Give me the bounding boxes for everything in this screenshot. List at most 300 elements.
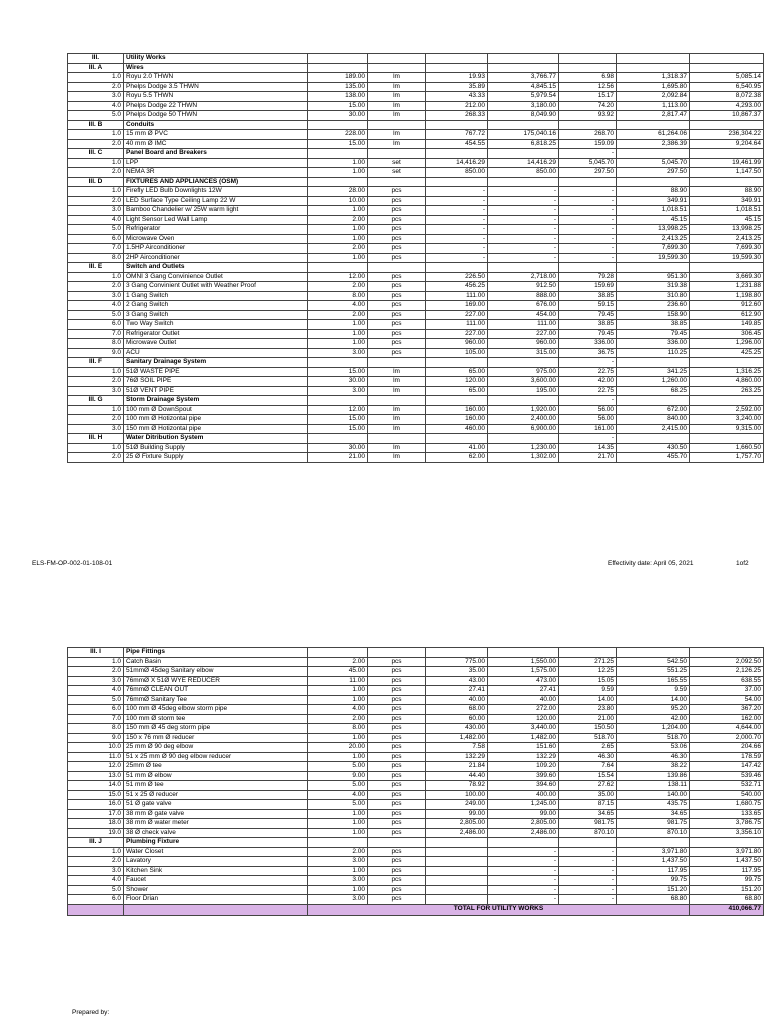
unit-cell: lm <box>368 367 426 377</box>
material-unit-cost-cell: 60.00 <box>426 714 488 724</box>
material-unit-cost-cell <box>426 885 488 895</box>
page-number: 1of2 <box>736 560 749 567</box>
quantity-cell <box>308 149 368 159</box>
line-item-row <box>68 667 764 677</box>
material-total-cell: 975.00 <box>488 367 559 377</box>
material-unit-cost-cell <box>426 54 488 64</box>
material-total-cell <box>488 358 559 368</box>
labor-unit-cost-cell: 79.28 <box>559 272 617 282</box>
material-total-cell <box>488 54 559 64</box>
quantity-cell: 8.00 <box>308 724 368 734</box>
material-unit-cost-cell: 99.00 <box>426 809 488 819</box>
material-total-cell: 454.00 <box>488 310 559 320</box>
labor-unit-cost-cell: - <box>559 149 617 159</box>
code-cell: 11.0 <box>68 752 124 762</box>
code-cell: III. B <box>68 120 124 130</box>
line-item-row <box>68 73 764 83</box>
total-cost-cell: 204.66 <box>690 743 764 753</box>
line-item-row <box>68 92 764 102</box>
labor-unit-cost-cell: 297.50 <box>559 168 617 178</box>
total-cost-cell: 4,293.00 <box>690 101 764 111</box>
material-total-cell: - <box>488 847 559 857</box>
line-item-row <box>68 847 764 857</box>
code-cell: 16.0 <box>68 800 124 810</box>
material-unit-cost-cell <box>426 838 488 848</box>
quantity-cell <box>308 263 368 273</box>
unit-cell: pcs <box>368 339 426 349</box>
total-cost-cell: 1,316.25 <box>690 367 764 377</box>
unit-cell: lm <box>368 424 426 434</box>
total-value: 410,066.77 <box>690 904 764 915</box>
quantity-cell: 1.00 <box>308 339 368 349</box>
labor-unit-cost-cell: 336.00 <box>559 339 617 349</box>
line-item-row <box>68 339 764 349</box>
labor-total-cell <box>617 838 690 848</box>
description-cell: Light Sensor Led Wall Lamp <box>124 215 308 225</box>
code-cell: 18.0 <box>68 819 124 829</box>
line-item-row <box>68 762 764 772</box>
labor-unit-cost-cell: - <box>559 857 617 867</box>
labor-total-cell: 518.70 <box>617 733 690 743</box>
labor-total-cell <box>617 63 690 73</box>
labor-unit-cost-cell: 12.56 <box>559 82 617 92</box>
quantity-cell: 138.00 <box>308 92 368 102</box>
labor-unit-cost-cell: 7.64 <box>559 762 617 772</box>
code-cell: 4.0 <box>68 301 124 311</box>
code-cell: III. G <box>68 396 124 406</box>
material-unit-cost-cell: 111.00 <box>426 291 488 301</box>
total-cost-cell: 151.20 <box>690 885 764 895</box>
material-total-cell: 3,766.77 <box>488 73 559 83</box>
total-cost-cell: 1,296.00 <box>690 339 764 349</box>
labor-total-cell: 1,437.50 <box>617 857 690 867</box>
description-cell: 38 mm Ø water meter <box>124 819 308 829</box>
labor-total-cell <box>617 263 690 273</box>
material-total-cell <box>488 396 559 406</box>
total-cost-cell: 88.90 <box>690 187 764 197</box>
quantity-cell: 1.00 <box>308 866 368 876</box>
material-unit-cost-cell: 78.92 <box>426 781 488 791</box>
material-total-cell: 1,245.00 <box>488 800 559 810</box>
unit-cell: lm <box>368 73 426 83</box>
labor-unit-cost-cell: 38.85 <box>559 291 617 301</box>
total-cost-cell <box>690 396 764 406</box>
labor-total-cell: 139.86 <box>617 771 690 781</box>
code-cell: 3.0 <box>68 92 124 102</box>
line-item-row <box>68 724 764 734</box>
total-cost-cell <box>690 358 764 368</box>
code-cell: III. I <box>68 648 124 658</box>
unit-cell <box>368 648 426 658</box>
material-unit-cost-cell <box>426 396 488 406</box>
description-cell: 51 Ø gate valve <box>124 800 308 810</box>
line-item-row <box>68 405 764 415</box>
quantity-cell: 12.00 <box>308 405 368 415</box>
line-item-row <box>68 424 764 434</box>
material-total-cell <box>488 434 559 444</box>
line-item-row <box>68 657 764 667</box>
labor-total-cell: 140.00 <box>617 790 690 800</box>
material-unit-cost-cell: 268.33 <box>426 111 488 121</box>
utility-works-table-page1 <box>67 53 764 463</box>
total-cost-cell: 540.00 <box>690 790 764 800</box>
code-cell: 12.0 <box>68 762 124 772</box>
unit-cell <box>368 54 426 64</box>
labor-unit-cost-cell: 34.65 <box>559 809 617 819</box>
unit-cell: pcs <box>368 282 426 292</box>
labor-total-cell: 551.25 <box>617 667 690 677</box>
labor-total-cell: 455.70 <box>617 453 690 463</box>
quantity-cell: 15.00 <box>308 415 368 425</box>
description-cell: 51Ø Building Supply <box>124 443 308 453</box>
material-unit-cost-cell: - <box>426 187 488 197</box>
description-cell: 100 mm Ø 45deg elbow storm pipe <box>124 705 308 715</box>
material-unit-cost-cell: - <box>426 253 488 263</box>
material-unit-cost-cell: 160.00 <box>426 415 488 425</box>
material-unit-cost-cell: 43.00 <box>426 676 488 686</box>
total-cost-cell: 306.45 <box>690 329 764 339</box>
quantity-cell: 3.00 <box>308 386 368 396</box>
quantity-cell: 1.00 <box>308 695 368 705</box>
code-cell: 1.0 <box>68 158 124 168</box>
material-unit-cost-cell: 14,416.29 <box>426 158 488 168</box>
quantity-cell: 1.00 <box>308 809 368 819</box>
description-cell: Microwave Oven <box>124 234 308 244</box>
section-header-row <box>68 177 764 187</box>
line-item-row <box>68 130 764 140</box>
material-total-cell: 120.00 <box>488 714 559 724</box>
material-total-cell: 912.50 <box>488 282 559 292</box>
code-cell: 8.0 <box>68 253 124 263</box>
description-cell: Firefly LED Bulb Downlights 12W <box>124 187 308 197</box>
quantity-cell: 1.00 <box>308 329 368 339</box>
unit-cell: pcs <box>368 686 426 696</box>
total-cost-cell <box>690 648 764 658</box>
unit-cell: pcs <box>368 790 426 800</box>
material-unit-cost-cell: - <box>426 206 488 216</box>
description-cell: FIXTURES AND APPLIANCES (OSM) <box>124 177 308 187</box>
description-cell: 51 x 25 mm Ø 90 deg elbow reducer <box>124 752 308 762</box>
labor-unit-cost-cell: 79.45 <box>559 310 617 320</box>
code-cell: 2.0 <box>68 168 124 178</box>
labor-total-cell: 19,599.30 <box>617 253 690 263</box>
material-unit-cost-cell <box>426 358 488 368</box>
labor-total-cell: 95.20 <box>617 705 690 715</box>
code-cell: III. <box>68 54 124 64</box>
material-unit-cost-cell: 1,482.00 <box>426 733 488 743</box>
line-item-row <box>68 291 764 301</box>
description-cell: 51 mm Ø elbow <box>124 771 308 781</box>
quantity-cell: 1.00 <box>308 234 368 244</box>
quantity-cell: 4.00 <box>308 790 368 800</box>
material-unit-cost-cell: 212.00 <box>426 101 488 111</box>
labor-unit-cost-cell: 27.62 <box>559 781 617 791</box>
unit-cell: lm <box>368 386 426 396</box>
quantity-cell: 3.00 <box>308 857 368 867</box>
material-unit-cost-cell: 430.00 <box>426 724 488 734</box>
material-unit-cost-cell: 2,486.00 <box>426 828 488 838</box>
description-cell: 40 mm Ø IMC <box>124 139 308 149</box>
material-total-cell: 6,818.25 <box>488 139 559 149</box>
labor-total-cell: 79.45 <box>617 329 690 339</box>
quantity-cell: 9.00 <box>308 771 368 781</box>
labor-unit-cost-cell: 42.00 <box>559 377 617 387</box>
code-cell: 4.0 <box>68 686 124 696</box>
line-item-row <box>68 790 764 800</box>
labor-unit-cost-cell <box>559 648 617 658</box>
unit-cell <box>368 120 426 130</box>
material-unit-cost-cell: 41.00 <box>426 443 488 453</box>
labor-unit-cost-cell: 35.00 <box>559 790 617 800</box>
unit-cell: pcs <box>368 291 426 301</box>
unit-cell: pcs <box>368 752 426 762</box>
description-cell: Royu 5.5 THWN <box>124 92 308 102</box>
unit-cell: pcs <box>368 847 426 857</box>
description-cell: 51Ø WASTE PIPE <box>124 367 308 377</box>
material-unit-cost-cell: - <box>426 215 488 225</box>
total-cost-cell: 4,644.00 <box>690 724 764 734</box>
unit-cell: pcs <box>368 272 426 282</box>
unit-cell: pcs <box>368 895 426 905</box>
quantity-cell <box>308 396 368 406</box>
total-cost-cell: 3,240.00 <box>690 415 764 425</box>
quantity-cell: 3.00 <box>308 876 368 886</box>
description-cell: Phelps Dodge 22 THWN <box>124 101 308 111</box>
unit-cell: pcs <box>368 310 426 320</box>
total-cost-cell: 236,304.22 <box>690 130 764 140</box>
material-total-cell: 1,230.00 <box>488 443 559 453</box>
quantity-cell: 45.00 <box>308 667 368 677</box>
labor-unit-cost-cell: 22.75 <box>559 367 617 377</box>
quantity-cell: 11.00 <box>308 676 368 686</box>
labor-total-cell: 9.59 <box>617 686 690 696</box>
line-item-row <box>68 320 764 330</box>
unit-cell: pcs <box>368 857 426 867</box>
code-cell: 2.0 <box>68 415 124 425</box>
labor-unit-cost-cell: 87.15 <box>559 800 617 810</box>
utility-works-table-page2 <box>67 647 764 916</box>
code-cell: 5.0 <box>68 310 124 320</box>
unit-cell: lm <box>368 405 426 415</box>
material-unit-cost-cell: - <box>426 196 488 206</box>
quantity-cell: 15.00 <box>308 424 368 434</box>
total-cost-cell: 3,356.10 <box>690 828 764 838</box>
material-total-cell <box>488 177 559 187</box>
line-item-row <box>68 377 764 387</box>
description-cell: 3 Gang Switch <box>124 310 308 320</box>
section-header-row <box>68 396 764 406</box>
code-cell: 1.0 <box>68 73 124 83</box>
labor-unit-cost-cell: - <box>559 396 617 406</box>
material-unit-cost-cell: 35.89 <box>426 82 488 92</box>
labor-total-cell <box>617 149 690 159</box>
labor-unit-cost-cell <box>559 63 617 73</box>
unit-cell: lm <box>368 111 426 121</box>
description-cell: 2HP Airconditioner <box>124 253 308 263</box>
labor-total-cell <box>617 648 690 658</box>
labor-total-cell: 68.25 <box>617 386 690 396</box>
prepared-by-label: Prepared by: <box>72 1009 110 1016</box>
quantity-cell <box>308 648 368 658</box>
total-cost-cell: 1,198.80 <box>690 291 764 301</box>
section-header-row <box>68 434 764 444</box>
description-cell: 51Ø VENT PIPE <box>124 386 308 396</box>
quantity-cell: 1.00 <box>308 320 368 330</box>
code-cell: 13.0 <box>68 771 124 781</box>
labor-unit-cost-cell: 2.65 <box>559 743 617 753</box>
code-cell: 3.0 <box>68 676 124 686</box>
quantity-cell: 2.00 <box>308 310 368 320</box>
total-cost-cell: 117.95 <box>690 866 764 876</box>
description-cell: 76mmØ X 51Ø WYE REDUCER <box>124 676 308 686</box>
code-cell: III. J <box>68 838 124 848</box>
description-cell: Catch Basin <box>124 657 308 667</box>
labor-unit-cost-cell: 59.15 <box>559 301 617 311</box>
material-total-cell: - <box>488 885 559 895</box>
total-cost-cell: 367.20 <box>690 705 764 715</box>
quantity-cell: 1.00 <box>308 686 368 696</box>
material-total-cell: 1,920.00 <box>488 405 559 415</box>
description-cell: Storm Drainage System <box>124 396 308 406</box>
material-total-cell: 315.00 <box>488 348 559 358</box>
labor-total-cell: 981.75 <box>617 819 690 829</box>
unit-cell: pcs <box>368 876 426 886</box>
material-total-cell: 1,482.00 <box>488 733 559 743</box>
total-cost-cell: 147.42 <box>690 762 764 772</box>
labor-total-cell <box>617 396 690 406</box>
code-cell: III. H <box>68 434 124 444</box>
total-cost-cell: 133.65 <box>690 809 764 819</box>
total-cost-cell <box>690 177 764 187</box>
code-cell: 1.0 <box>68 443 124 453</box>
unit-cell: pcs <box>368 253 426 263</box>
code-cell: 1.0 <box>68 272 124 282</box>
material-total-cell: 850.00 <box>488 168 559 178</box>
quantity-cell: 2.00 <box>308 847 368 857</box>
labor-total-cell: 46.30 <box>617 752 690 762</box>
unit-cell: pcs <box>368 695 426 705</box>
description-cell: ACU <box>124 348 308 358</box>
code-cell: 19.0 <box>68 828 124 838</box>
line-item-row <box>68 386 764 396</box>
labor-total-cell: 435.75 <box>617 800 690 810</box>
material-unit-cost-cell: 456.25 <box>426 282 488 292</box>
labor-total-cell: 68.80 <box>617 895 690 905</box>
total-cost-cell <box>690 434 764 444</box>
material-unit-cost-cell <box>426 434 488 444</box>
material-unit-cost-cell: 454.55 <box>426 139 488 149</box>
material-total-cell: 400.00 <box>488 790 559 800</box>
total-cost-cell: 2,126.25 <box>690 667 764 677</box>
unit-cell: lm <box>368 130 426 140</box>
labor-total-cell: 672.00 <box>617 405 690 415</box>
quantity-cell: 15.00 <box>308 139 368 149</box>
line-item-row <box>68 282 764 292</box>
labor-total-cell: 1,695.80 <box>617 82 690 92</box>
material-unit-cost-cell <box>426 876 488 886</box>
unit-cell: pcs <box>368 743 426 753</box>
unit-cell: set <box>368 158 426 168</box>
code-cell: 8.0 <box>68 339 124 349</box>
quantity-cell: 3.00 <box>308 895 368 905</box>
code-cell: 4.0 <box>68 101 124 111</box>
quantity-cell: 2.00 <box>308 215 368 225</box>
total-cost-cell: 4,860.00 <box>690 377 764 387</box>
description-cell: Faucet <box>124 876 308 886</box>
labor-total-cell: 13,998.25 <box>617 225 690 235</box>
labor-total-cell: 951.30 <box>617 272 690 282</box>
code-cell: 3.0 <box>68 386 124 396</box>
labor-unit-cost-cell: - <box>559 876 617 886</box>
unit-cell: lm <box>368 139 426 149</box>
material-total-cell <box>488 648 559 658</box>
description-cell: Pipe Fittings <box>124 648 308 658</box>
labor-total-cell: 2,415.00 <box>617 424 690 434</box>
material-unit-cost-cell <box>426 120 488 130</box>
material-total-cell: 99.00 <box>488 809 559 819</box>
material-total-cell: 27.41 <box>488 686 559 696</box>
labor-total-cell: 151.20 <box>617 885 690 895</box>
material-unit-cost-cell: 227.00 <box>426 310 488 320</box>
material-unit-cost-cell: 132.29 <box>426 752 488 762</box>
material-total-cell: 1,302.00 <box>488 453 559 463</box>
unit-cell: lm <box>368 443 426 453</box>
description-cell: Phelps Dodge 3.5 THWN <box>124 82 308 92</box>
labor-total-cell: 1,204.00 <box>617 724 690 734</box>
code-cell: 1.0 <box>68 657 124 667</box>
quantity-cell: 21.00 <box>308 453 368 463</box>
quantity-cell: 228.00 <box>308 130 368 140</box>
labor-total-cell: 1,113.00 <box>617 101 690 111</box>
labor-unit-cost-cell: 23.80 <box>559 705 617 715</box>
description-cell: 3 Gang Convinient Outlet with Weather Proof <box>124 282 308 292</box>
description-cell: Microwave Outlet <box>124 339 308 349</box>
total-spacer-cell <box>68 904 124 915</box>
total-cost-cell <box>690 838 764 848</box>
description-cell: 38 mm Ø gate valve <box>124 809 308 819</box>
total-cost-cell: 162.00 <box>690 714 764 724</box>
unit-cell <box>368 149 426 159</box>
description-cell: Two Way Switch <box>124 320 308 330</box>
total-cost-cell: 8,072.38 <box>690 92 764 102</box>
quantity-cell: 1.00 <box>308 253 368 263</box>
section-header-row <box>68 358 764 368</box>
material-unit-cost-cell: 850.00 <box>426 168 488 178</box>
description-cell: 76mmØ CLEAN OUT <box>124 686 308 696</box>
labor-total-cell: 38.22 <box>617 762 690 772</box>
material-total-cell: 2,805.00 <box>488 819 559 829</box>
labor-total-cell: 236.60 <box>617 301 690 311</box>
material-total-cell: 151.60 <box>488 743 559 753</box>
material-unit-cost-cell <box>426 648 488 658</box>
labor-total-cell <box>617 54 690 64</box>
unit-cell <box>368 434 426 444</box>
total-cost-cell: 9,204.64 <box>690 139 764 149</box>
labor-unit-cost-cell: 268.70 <box>559 130 617 140</box>
code-cell: III. F <box>68 358 124 368</box>
unit-cell: pcs <box>368 234 426 244</box>
total-cost-cell <box>690 54 764 64</box>
material-total-cell: 8,049.90 <box>488 111 559 121</box>
labor-total-cell: 88.90 <box>617 187 690 197</box>
line-item-row <box>68 857 764 867</box>
material-unit-cost-cell <box>426 63 488 73</box>
description-cell: Plumbing Fixture <box>124 838 308 848</box>
material-unit-cost-cell <box>426 149 488 159</box>
labor-total-cell: 542.50 <box>617 657 690 667</box>
total-cost-cell: 68.80 <box>690 895 764 905</box>
unit-cell <box>368 358 426 368</box>
